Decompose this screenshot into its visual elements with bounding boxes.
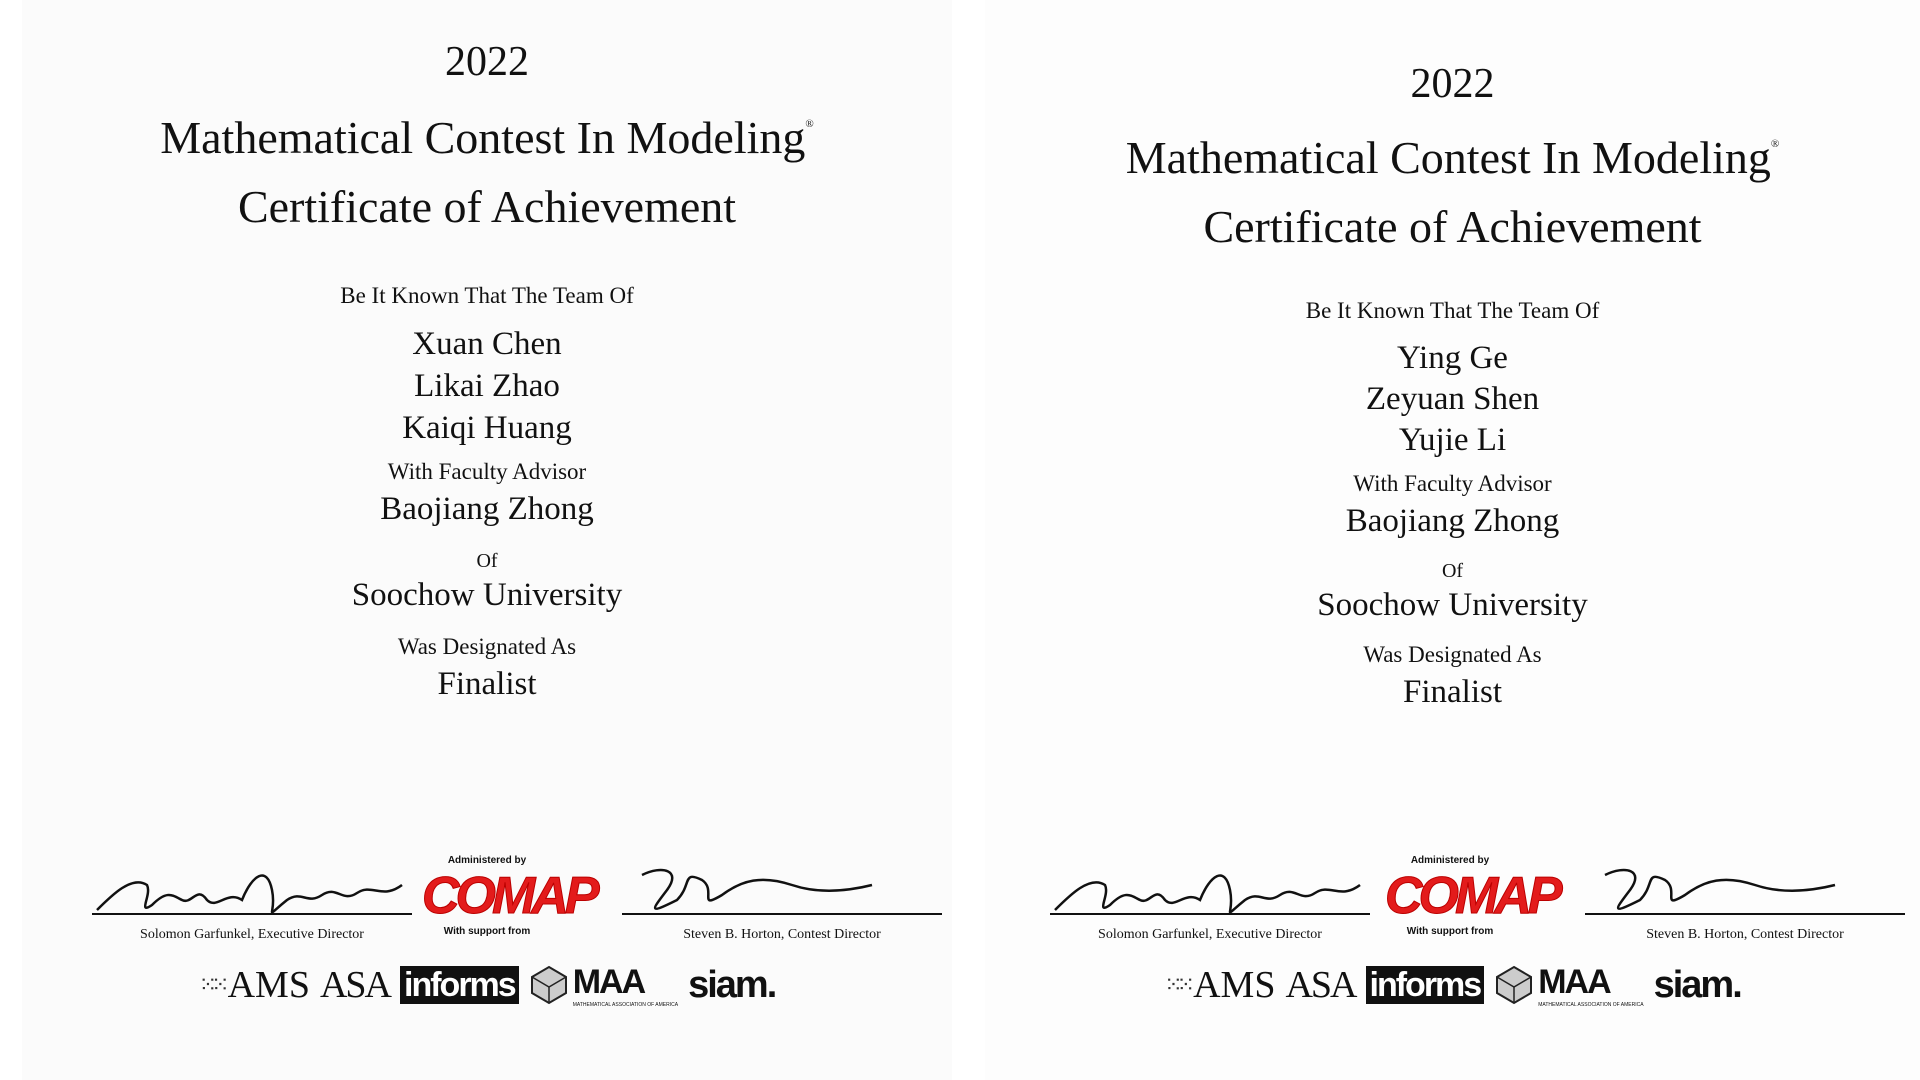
- certificate-footer: [985, 855, 1920, 1025]
- maa-caption: MATHEMATICAL ASSOCIATION OF AMERICA: [572, 1001, 679, 1008]
- maa-logo-text: MAA: [572, 962, 645, 1001]
- advisor-name: Baojiang Zhong: [380, 491, 594, 527]
- university-name: Soochow University: [351, 577, 623, 613]
- designation: Finalist: [1402, 674, 1503, 710]
- of-label: Of: [1441, 560, 1464, 582]
- signature-line: [1585, 913, 1905, 915]
- comap-block: [422, 855, 596, 937]
- ams-logo-text: AMS: [227, 964, 310, 1006]
- contest-title: [1126, 130, 1780, 185]
- designation-label: Was Designated As: [397, 634, 577, 659]
- maa-caption: MATHEMATICAL ASSOCIATION OF AMERICA: [1538, 1001, 1644, 1008]
- comap-logo: COMAP: [422, 867, 596, 925]
- certificate-year: 2022: [445, 39, 529, 85]
- certificate-header: [22, 38, 952, 86]
- ams-logo-text: AMS: [1193, 964, 1276, 1006]
- informs-logo-text: informs: [1366, 966, 1485, 1004]
- sponsor-logos: [985, 955, 1920, 1015]
- siam-logo: siam.: [1653, 963, 1741, 1006]
- team-member: Zeyuan Shen: [1365, 381, 1540, 417]
- administered-by: Administered by: [447, 855, 527, 866]
- team-block: [985, 298, 1920, 711]
- support-from: With support from: [443, 926, 531, 937]
- signature-line: [622, 913, 942, 915]
- administered-by: Administered by: [1410, 855, 1490, 866]
- signature-executive-director: [1050, 855, 1370, 942]
- signature-caption: Solomon Garfunkel, Executive Director: [140, 927, 364, 942]
- team-member: Likai Zhao: [414, 368, 560, 404]
- advisor-label: With Faculty Advisor: [387, 459, 587, 484]
- ams-logo: [1164, 963, 1275, 1007]
- maa-icon: [529, 965, 569, 1005]
- support-from: With support from: [1406, 926, 1494, 937]
- sponsor-logos: [22, 955, 952, 1015]
- signature-caption: Solomon Garfunkel, Executive Director: [1098, 927, 1322, 942]
- team-intro: Be It Known That The Team Of: [1305, 298, 1600, 323]
- asa-logo: ASA: [1285, 964, 1356, 1006]
- maa-icon: [1494, 965, 1534, 1005]
- signature-caption: Steven B. Horton, Contest Director: [1646, 927, 1844, 942]
- informs-logo: [400, 966, 519, 1005]
- registered-mark: ®: [805, 118, 814, 130]
- advisor-name: Baojiang Zhong: [1345, 503, 1560, 539]
- maa-logo-text: MAA: [1538, 962, 1610, 1001]
- advisor-label: With Faculty Advisor: [1353, 471, 1552, 496]
- signature-contest-director: [622, 855, 942, 942]
- certificate-footer: [22, 855, 952, 1025]
- team-block: [22, 283, 952, 703]
- contest-name: Mathematical Contest In Modeling: [1125, 132, 1771, 183]
- maa-logo: [529, 963, 678, 1008]
- informs-logo: [1366, 966, 1485, 1005]
- designation-label: Was Designated As: [1363, 642, 1542, 667]
- signature-executive-director: [92, 855, 412, 942]
- certificate-header: [985, 60, 1920, 108]
- ams-dots-icon: ⁙⁙: [1164, 972, 1190, 997]
- team-intro: Be It Known That The Team Of: [340, 283, 634, 308]
- signature-caption: Steven B. Horton, Contest Director: [683, 927, 881, 942]
- team-member: Yujie Li: [1398, 422, 1507, 458]
- signature-contest-director: [1585, 855, 1905, 942]
- team-member: Ying Ge: [1397, 340, 1508, 376]
- signature-line: [92, 913, 412, 915]
- certificate-right: [985, 0, 1920, 1080]
- siam-logo: siam.: [688, 963, 776, 1006]
- certificate-subtitle: Certificate of Achievement: [237, 181, 737, 233]
- team-member: Xuan Chen: [412, 326, 562, 362]
- informs-logo-text: informs: [400, 966, 519, 1004]
- ams-dots-icon: ⁙⁙: [198, 972, 224, 997]
- certificate-subtitle: Certificate of Achievement: [1203, 201, 1702, 253]
- certificate-year: 2022: [1410, 61, 1495, 107]
- signature-line: [1050, 913, 1370, 915]
- asa-logo: ASA: [319, 964, 391, 1006]
- of-label: Of: [476, 550, 498, 572]
- comap-logo: COMAP: [1385, 867, 1559, 925]
- certificate-left: [22, 0, 952, 1080]
- designation: Finalist: [437, 666, 537, 702]
- ams-logo: [199, 963, 310, 1007]
- contest-title: [160, 110, 814, 165]
- title-block: [22, 110, 952, 234]
- maa-logo: [1494, 963, 1643, 1008]
- contest-name: Mathematical Contest In Modeling: [160, 112, 806, 163]
- title-block: [985, 130, 1920, 254]
- comap-block: [1385, 855, 1559, 937]
- team-member: Kaiqi Huang: [402, 410, 572, 446]
- registered-mark: ®: [1770, 138, 1780, 150]
- university-name: Soochow University: [1317, 587, 1588, 623]
